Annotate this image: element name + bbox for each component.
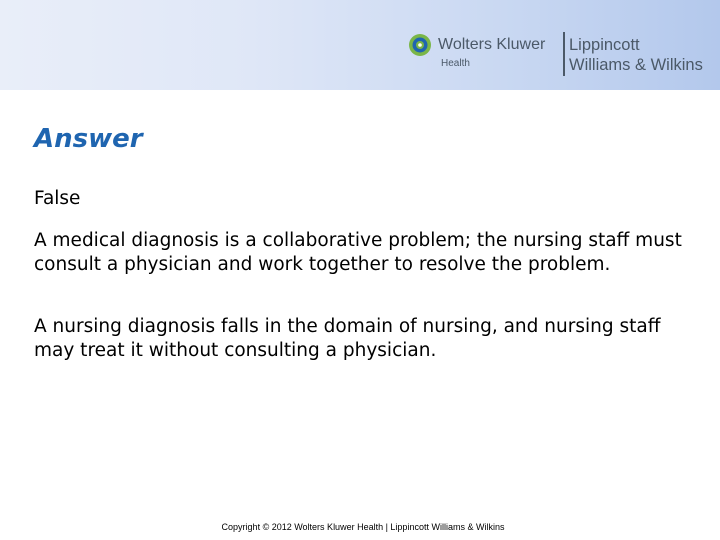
medical-diagnosis-paragraph: A medical diagnosis is a collaborative problem; the nursing staff must consult a physician and work together to resolve the problem. (34, 230, 682, 275)
logo-company-name: Wolters Kluwer (438, 36, 546, 53)
logo-imprint-line2: Williams & Wilkins (569, 56, 703, 74)
answer-value: False (34, 188, 81, 209)
publisher-logo (408, 28, 718, 80)
logo-division: Health (441, 58, 470, 69)
slide-title: Answer (34, 124, 143, 154)
wolters-kluwer-globe-icon (408, 33, 432, 57)
copyright-text: Copyright © 2012 Wolters Kluwer Health | Lippincott Williams & Wilkins (221, 522, 505, 532)
logo-divider (563, 32, 565, 76)
footer (0, 522, 720, 532)
nursing-diagnosis-paragraph: A nursing diagnosis falls in the domain of nursing, and nursing staff may treat it without consulting a physician. (34, 316, 661, 361)
logo-imprint-line1: Lippincott (569, 36, 640, 54)
